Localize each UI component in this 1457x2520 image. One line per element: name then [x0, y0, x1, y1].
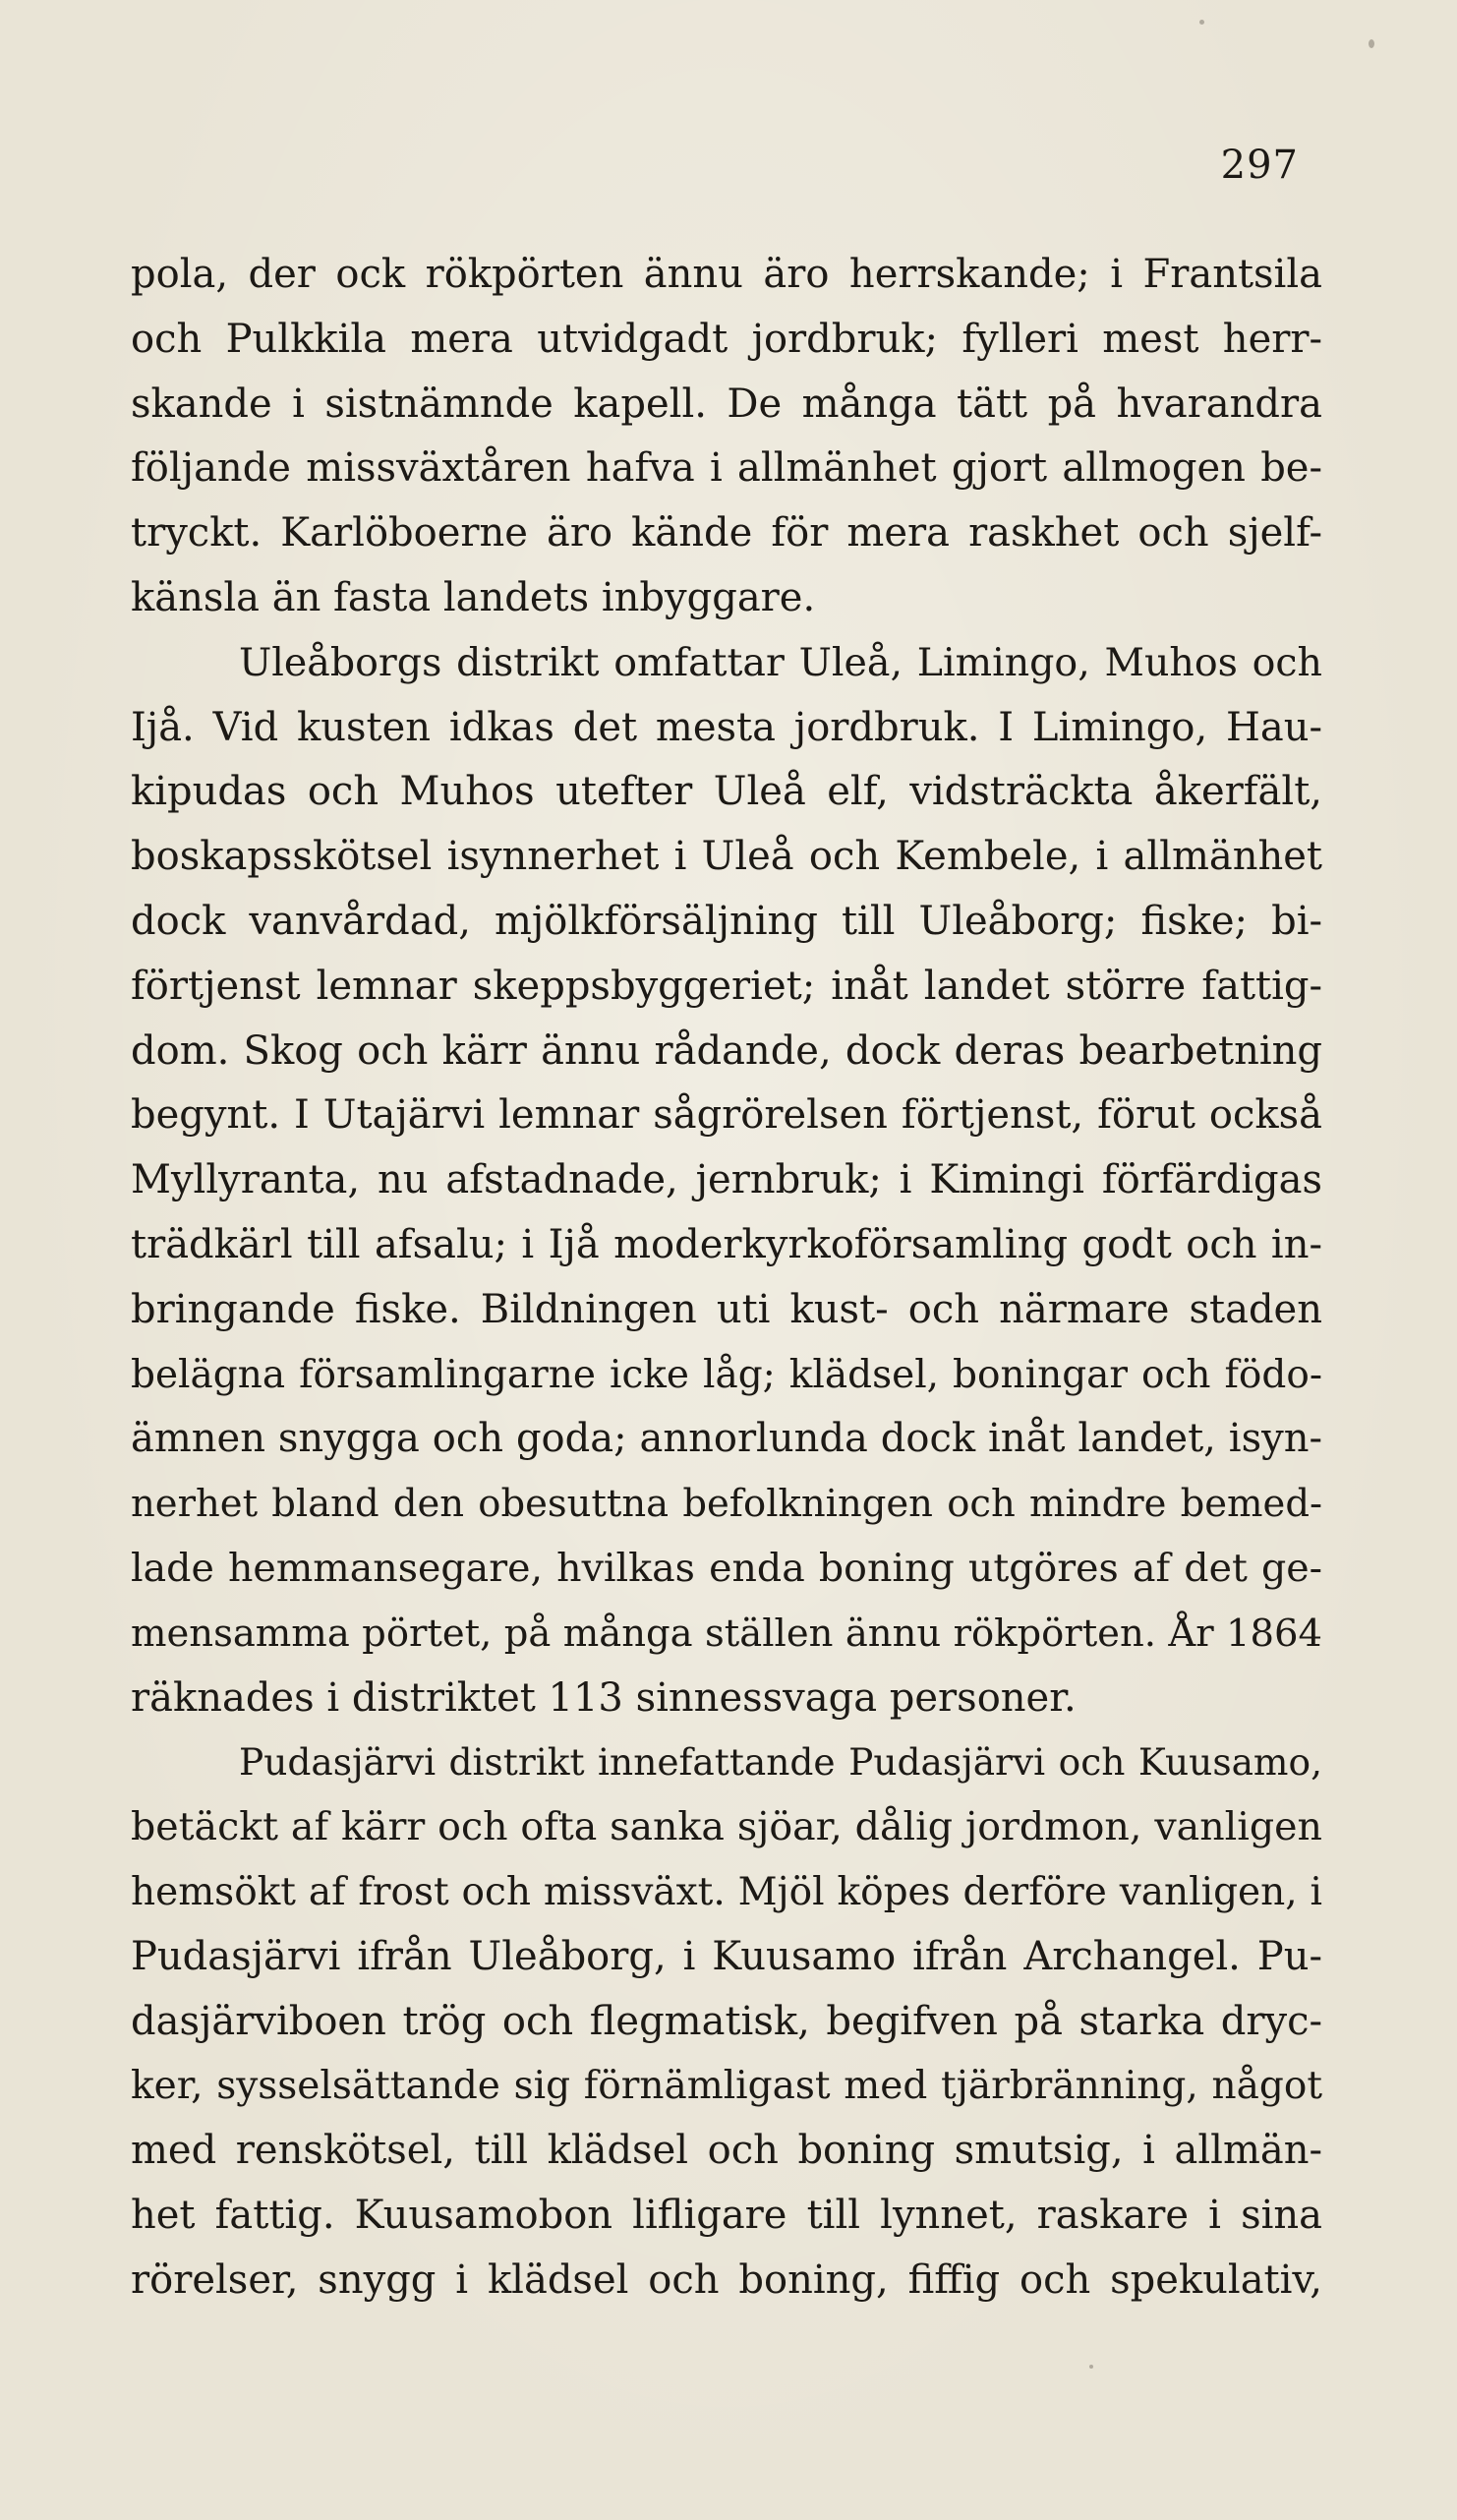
text-line: dasjärviboen trög och flegmatisk, begifven på starka dryc- — [131, 1998, 1322, 2044]
text-line: Ijå. Vid kusten idkas det mesta jordbruk. I Limingo, Hau- — [131, 704, 1322, 750]
text-line: boskapsskötsel isynnerhet i Uleå och Kembele, i allmänhet — [131, 834, 1322, 880]
text-line: lade hemmansegare, hvilkas enda boning utgöres af det ge- — [131, 1545, 1322, 1591]
text-line: betäckt af kärr och ofta sanka sjöar, dålig jordmon, vanligen — [131, 1804, 1322, 1850]
text-line: och Pulkkila mera utvidgadt jordbruk; fylleri mest herr- — [131, 316, 1322, 362]
text-line: räknades i distriktet 113 sinnessvaga personer. — [131, 1674, 1077, 1721]
text-line: tryckt. Karlöboerne äro kände för mera raskhet och sjelf- — [131, 510, 1322, 557]
text-line: ämnen snygga och goda; annorlunda dock inåt landet, isyn- — [131, 1416, 1322, 1462]
text-line: belägna församlingarne icke låg; klädsel, boningar och födo- — [131, 1352, 1322, 1397]
paper-speck — [1199, 20, 1204, 25]
text-line: Myllyranta, nu afstadnade, jernbruk; i Kimingi förfärdigas — [131, 1157, 1322, 1203]
text-line: nerhet bland den obesuttna befolkningen och mindre bemed- — [131, 1482, 1322, 1527]
text-line: känsla än fasta landets inbyggare. — [131, 574, 816, 620]
text-line: pola, der ock rökpörten ännu äro herrskande; i Frantsila — [131, 252, 1322, 297]
text-line: Pudasjärvi ifrån Uleåborg, i Kuusamo ifrån Archangel. Pu- — [131, 1933, 1322, 1979]
text-line: förtjenst lemnar skeppsbyggeriet; inåt landet större fattig- — [131, 963, 1322, 1009]
text-line: begynt. I Utajärvi lemnar sågrörelsen förtjenst, förut också — [131, 1092, 1322, 1139]
text-line: ker, sysselsättande sig förnämligast med tjärbränning, något — [131, 2064, 1322, 2109]
text-line: bringande fiske. Bildningen uti kust- och närmare staden — [131, 1286, 1322, 1332]
text-line: het fattig. Kuusamobon lifligare till lynnet, raskare i sina — [131, 2192, 1322, 2238]
text-line: trädkärl till afsalu; i Ijå moderkyrkoförsamling godt och in- — [131, 1221, 1322, 1267]
page-number: 297 — [1220, 143, 1299, 188]
text-line: skande i sistnämnde kapell. De många tätt på hvarandra — [131, 381, 1322, 427]
text-line: dock vanvårdad, mjölkförsäljning till Uleåborg; fiske; bi- — [131, 898, 1322, 944]
paper-speck — [1089, 2365, 1093, 2369]
text-line: mensamma pörtet, på många ställen ännu rökpörten. År 1864 — [131, 1611, 1322, 1656]
text-line: följande missväxtåren hafva i allmänhet gjort allmogen be- — [131, 445, 1322, 492]
text-line: med renskötsel, till klädsel och boning smutsig, i allmän- — [131, 2128, 1322, 2174]
text-line: Uleåborgs distrikt omfattar Uleå, Limingo, Muhos och — [239, 639, 1322, 685]
paper-speck — [1369, 39, 1374, 48]
text-line: Pudasjärvi distrikt innefattande Pudasjärvi och Kuusamo, — [239, 1740, 1322, 1785]
text-line: dom. Skog och kärr ännu rådande, dock deras bearbetning — [131, 1027, 1322, 1074]
text-line: hemsökt af frost och missväxt. Mjöl köpes derföre vanligen, i — [131, 1869, 1322, 1914]
text-line: rörelser, snygg i klädsel och boning, fiffig och spekulativ, — [131, 2256, 1322, 2303]
text-line: kipudas och Muhos utefter Uleå elf, vidsträckta åkerfält, — [131, 769, 1322, 815]
body-text — [131, 243, 1322, 2314]
